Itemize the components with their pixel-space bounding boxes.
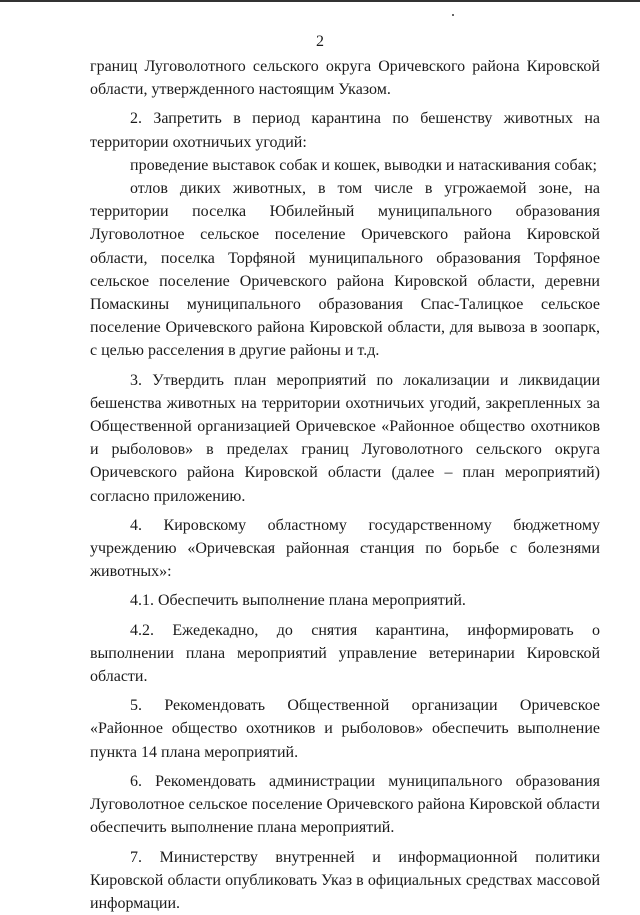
paragraph-item-4: 4. Кировскому областному государственному бюджетному учреждению «Оричевская районная станция по борьбе с болезнями животных»: xyxy=(90,514,600,584)
paragraph-item-7: 7. Министерству внутренней и информационной политики Кировской области опубликовать Указ в официальных средствах массовой информации. xyxy=(90,846,600,915)
paragraph-continuation: границ Луговолотного сельского округа Оричевского района Кировской области, утвержденного настоящим Указом. xyxy=(90,55,600,101)
top-border-line xyxy=(0,0,640,2)
paragraph-item-5: 5. Рекомендовать Общественной организации Оричевское «Районное общество охотников и рыболовов» обеспечить выполнение пункта 14 плана мероприятий. xyxy=(90,694,600,764)
paragraph-item-3: 3. Утвердить план мероприятий по локализации и ликвидации бешенства животных на территории охотничьих угодий, закрепленных за Общественной организацией Оричевское «Районное общество охотников и рыболовов» в пределах границ Луговолотного сельского округа Оричевского района Кировской области (далее – план мероприятий) согласно приложению. xyxy=(90,369,600,508)
page-number: 2 xyxy=(0,33,640,51)
paragraph-item-2: 2. Запретить в период карантина по бешенству животных на территории охотничьих угодий: xyxy=(90,107,600,153)
paragraph-item-4-1: 4.1. Обеспечить выполнение плана мероприятий. xyxy=(90,589,600,612)
document-body xyxy=(90,55,600,915)
paragraph-item-2-exhibitions: проведение выставок собак и кошек, выводки и натаскивания собак; xyxy=(90,154,600,177)
paragraph-item-4-2: 4.2. Ежедекадно, до снятия карантина, информировать о выполнении плана мероприятий управление ветеринарии Кировской области. xyxy=(90,619,600,689)
paragraph-item-6: 6. Рекомендовать администрации муниципального образования Луговолотное сельское поселение Оричевского района Кировской области обеспечить выполнение плана мероприятий. xyxy=(90,770,600,840)
paragraph-item-2-capture: отлов диких животных, в том числе в угрожаемой зоне, на территории поселка Юбилейный муниципального образования Луговолотное сельское поселение Оричевского района Кировской области, поселка Торфяной муниципального образования Торфяное сельское поселение Оричевского района Кировской области, деревни Помаскины муниципального образования Спас-Талицкое сельское поселение Оричевского района Кировской области, для вывоза в зоопарк, с целью расселения в другие районы и т.д. xyxy=(90,177,600,363)
scan-speck xyxy=(452,14,454,16)
